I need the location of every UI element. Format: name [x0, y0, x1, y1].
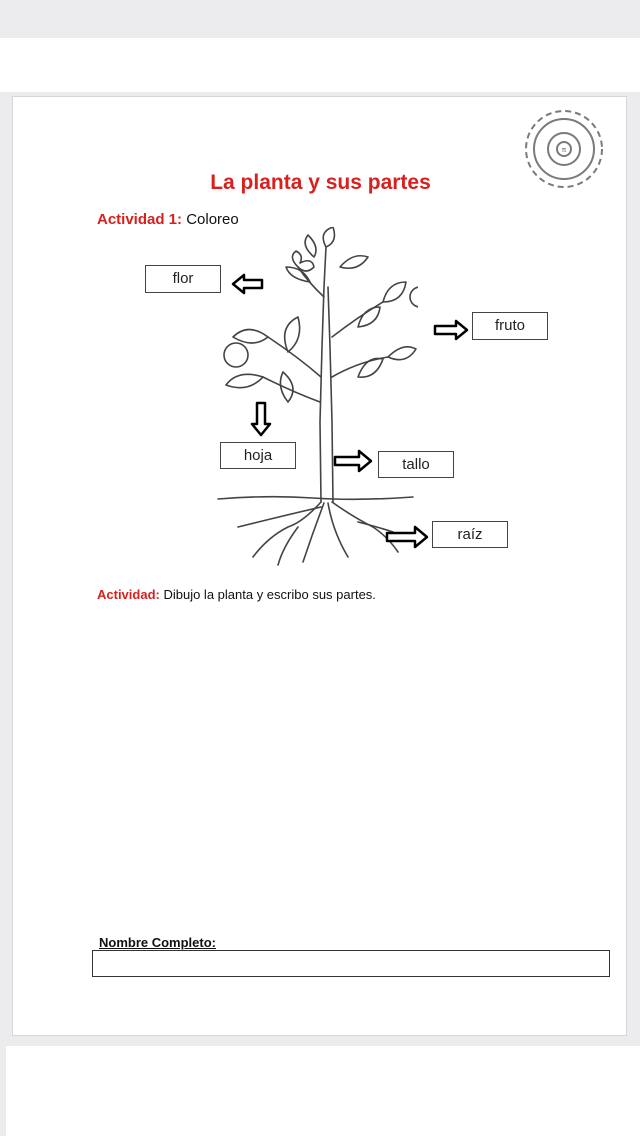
arrow-right-icon: [433, 319, 469, 341]
top-strip: [0, 38, 640, 92]
svg-text:π: π: [561, 146, 567, 154]
label-flor: flor: [145, 265, 221, 293]
name-field-label: Nombre Completo:: [99, 935, 216, 950]
label-fruto: fruto: [472, 312, 548, 340]
activity-2-label: Actividad:: [97, 587, 160, 602]
name-field[interactable]: [92, 950, 610, 977]
arrow-right-icon: [385, 525, 429, 549]
page-title: La planta y sus partes: [210, 171, 431, 194]
activity-2-text: Dibujo la planta y escribo sus partes.: [163, 587, 376, 602]
worksheet-page: [12, 96, 627, 1036]
label-raiz: raíz: [432, 521, 508, 548]
activity-1: [97, 211, 239, 228]
activity-1-text: Coloreo: [186, 211, 239, 228]
next-page: [6, 1046, 640, 1136]
label-hoja: hoja: [220, 442, 296, 469]
arrow-down-icon: [250, 401, 272, 437]
activity-1-label: Actividad 1:: [97, 211, 183, 228]
activity-2: [97, 587, 376, 602]
arrow-right-icon: [333, 449, 373, 473]
arrow-left-icon: [231, 273, 265, 295]
label-tallo: tallo: [378, 451, 454, 478]
